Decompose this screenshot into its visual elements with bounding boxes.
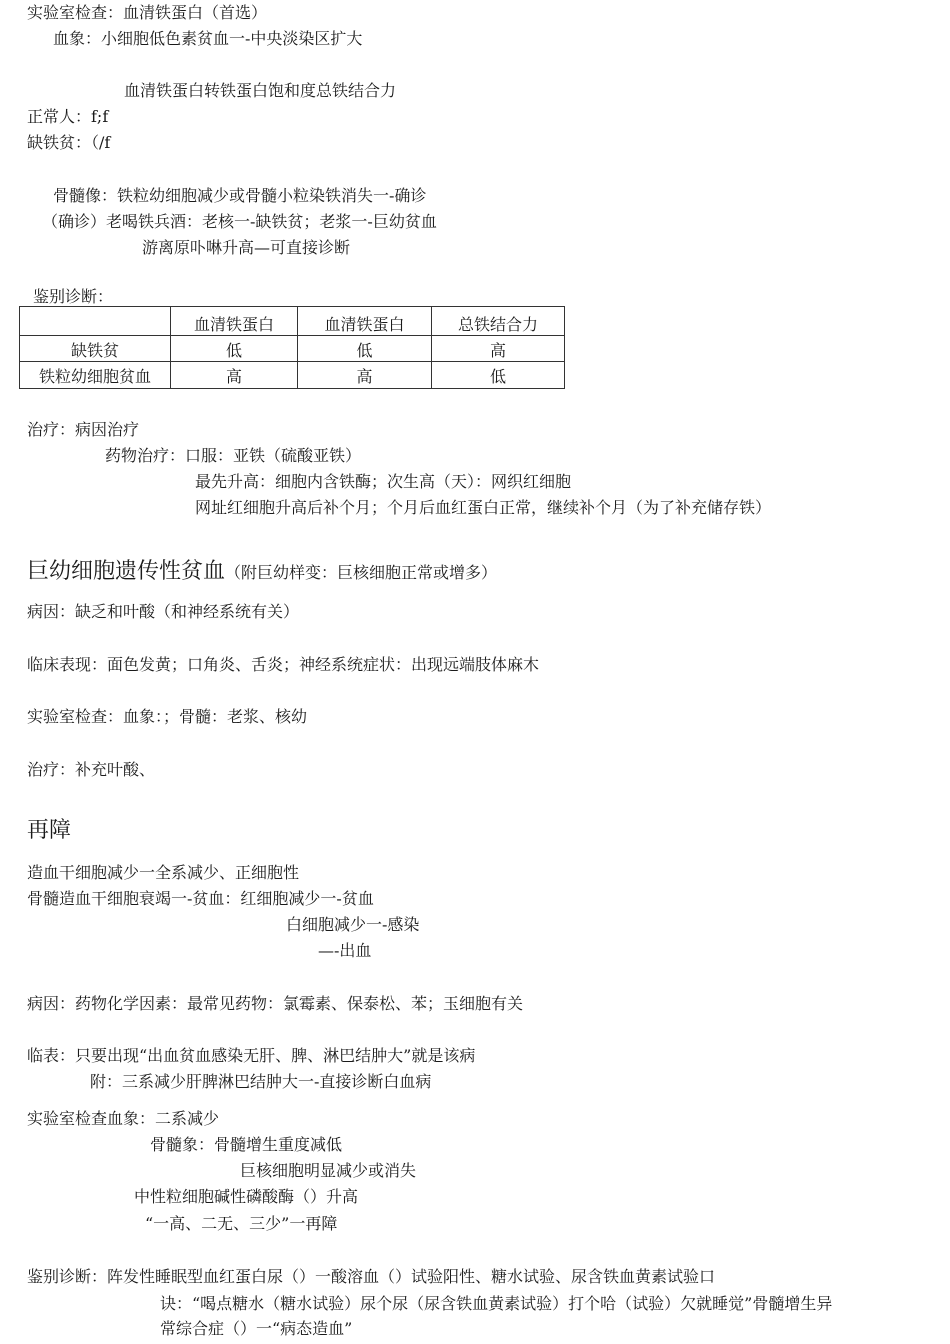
first-rise-line: 最先升高：细胞内含铁酶；次生高（天）：网织红细胞	[195, 472, 572, 491]
drug-line: 药物治疗：口服：亚铁（硫酸亚铁）	[105, 446, 362, 465]
nap-line: 中性粒细胞碱性磷酸酶（）升高	[134, 1187, 359, 1206]
lab-line: 实验室检查：血象：；骨髓：老浆、核幼	[27, 707, 308, 726]
table-cell: 低	[432, 362, 565, 389]
reticulocyte-line: 网址红细胞升高后补个月；个月后血红蛋白正常，继续补个月（为了补充储存铁）	[195, 498, 772, 517]
table-cell: 铁粒幼细胞贫血	[20, 362, 171, 389]
table-row	[20, 362, 565, 389]
table-row	[20, 336, 565, 362]
blood-picture-line: 血象：小细胞低色素贫血一-中央淡染区扩大	[53, 29, 363, 48]
section-title-note: （附巨幼样变：巨核细胞正常或增多）	[225, 563, 498, 582]
diff-table	[19, 306, 565, 389]
slogan-line: “一高、二无、三少”一再障	[145, 1214, 338, 1233]
table-cell: 高	[298, 362, 432, 389]
table-header-cell: 血清铁蛋白	[298, 307, 432, 336]
lab-line: 实验室检查血象：二系减少	[27, 1109, 220, 1128]
marrow-line: 骨髓象：骨髓增生重度减低	[150, 1135, 343, 1154]
table-cell: 缺铁贫	[20, 336, 171, 362]
clinical-line: 临床表现：面色发黄；口角炎、舌炎；神经系统症状：出现远端肢体麻木	[27, 655, 540, 674]
diff-line: 鉴别诊断：阵发性睡眠型血红蛋白尿（）一酸溶血（）试验阳性、糖水试验、尿含铁血黄素试验口	[27, 1267, 716, 1286]
table-header-cell: 总铁结合力	[432, 307, 565, 336]
megakaryocyte-line: 巨核细胞明显减少或消失	[240, 1161, 417, 1180]
table-cell: 高	[432, 336, 565, 362]
deficient-line: 缺铁贫：（/f	[27, 133, 111, 152]
clinical-note-line: 附：三系减少肝脾淋巴结肿大一-直接诊断白血病	[90, 1072, 432, 1091]
infection-line: 白细胞减少一-感染	[286, 915, 420, 934]
table-header-row	[20, 307, 565, 336]
lab-exam-line: 实验室检查：血清铁蛋白（首选）	[27, 3, 268, 22]
stem-cell-line: 造血干细胞减少一全系减少、正细胞性	[27, 863, 300, 882]
mnemonic-line-2: 常综合症（）一“病态造血”	[160, 1319, 353, 1338]
diff-label: 鉴别诊断：	[33, 287, 114, 306]
marrow-line: 骨髓像：铁粒幼细胞减少或骨髓小粒染铁消失一-确诊	[53, 186, 427, 205]
cause-line: 病因：药物化学因素：最常见药物：氯霉素、保泰松、苯；玉细胞有关	[27, 994, 524, 1013]
failure-line: 骨髓造血干细胞衰竭一-贫血：红细胞减少一-贫血	[27, 889, 374, 908]
section-title: 再障	[27, 818, 72, 843]
mnemonic-line: 诀：“喝点糖水（糖水试验）尿个尿（尿含铁血黄素试验）打个哈（试验）欠就睡觉”骨髓增生异	[160, 1294, 833, 1313]
cause-line: 病因：缺乏和叶酸（和神经系统有关）	[27, 602, 300, 621]
clinical-line: 临表：只要出现“出血贫血感染无肝、脾、淋巴结肿大”就是该病	[27, 1046, 476, 1065]
normal-line: 正常人：f;f	[27, 107, 109, 126]
section-title: 巨幼细胞遗传性贫血	[27, 559, 226, 584]
table-header-cell: 血清铁蛋白	[171, 307, 298, 336]
table-cell: 低	[171, 336, 298, 362]
mnemonic-line: （确诊）老喝铁兵酒：老核一-缺铁贫；老浆一-巨幼贫血	[42, 212, 437, 231]
bleeding-line: —-出血	[318, 941, 372, 960]
section-heading	[27, 558, 497, 587]
indices-header-line: 血清铁蛋白转铁蛋白饱和度总铁结合力	[124, 81, 397, 100]
table-cell: 高	[171, 362, 298, 389]
treatment-line: 治疗：补充叶酸、	[27, 760, 156, 779]
table-header-cell	[20, 307, 171, 336]
porphyrin-line: 游离原卟啉升高—可直接诊断	[142, 238, 351, 257]
table-cell: 低	[298, 336, 432, 362]
treatment-line: 治疗：病因治疗	[27, 420, 140, 439]
